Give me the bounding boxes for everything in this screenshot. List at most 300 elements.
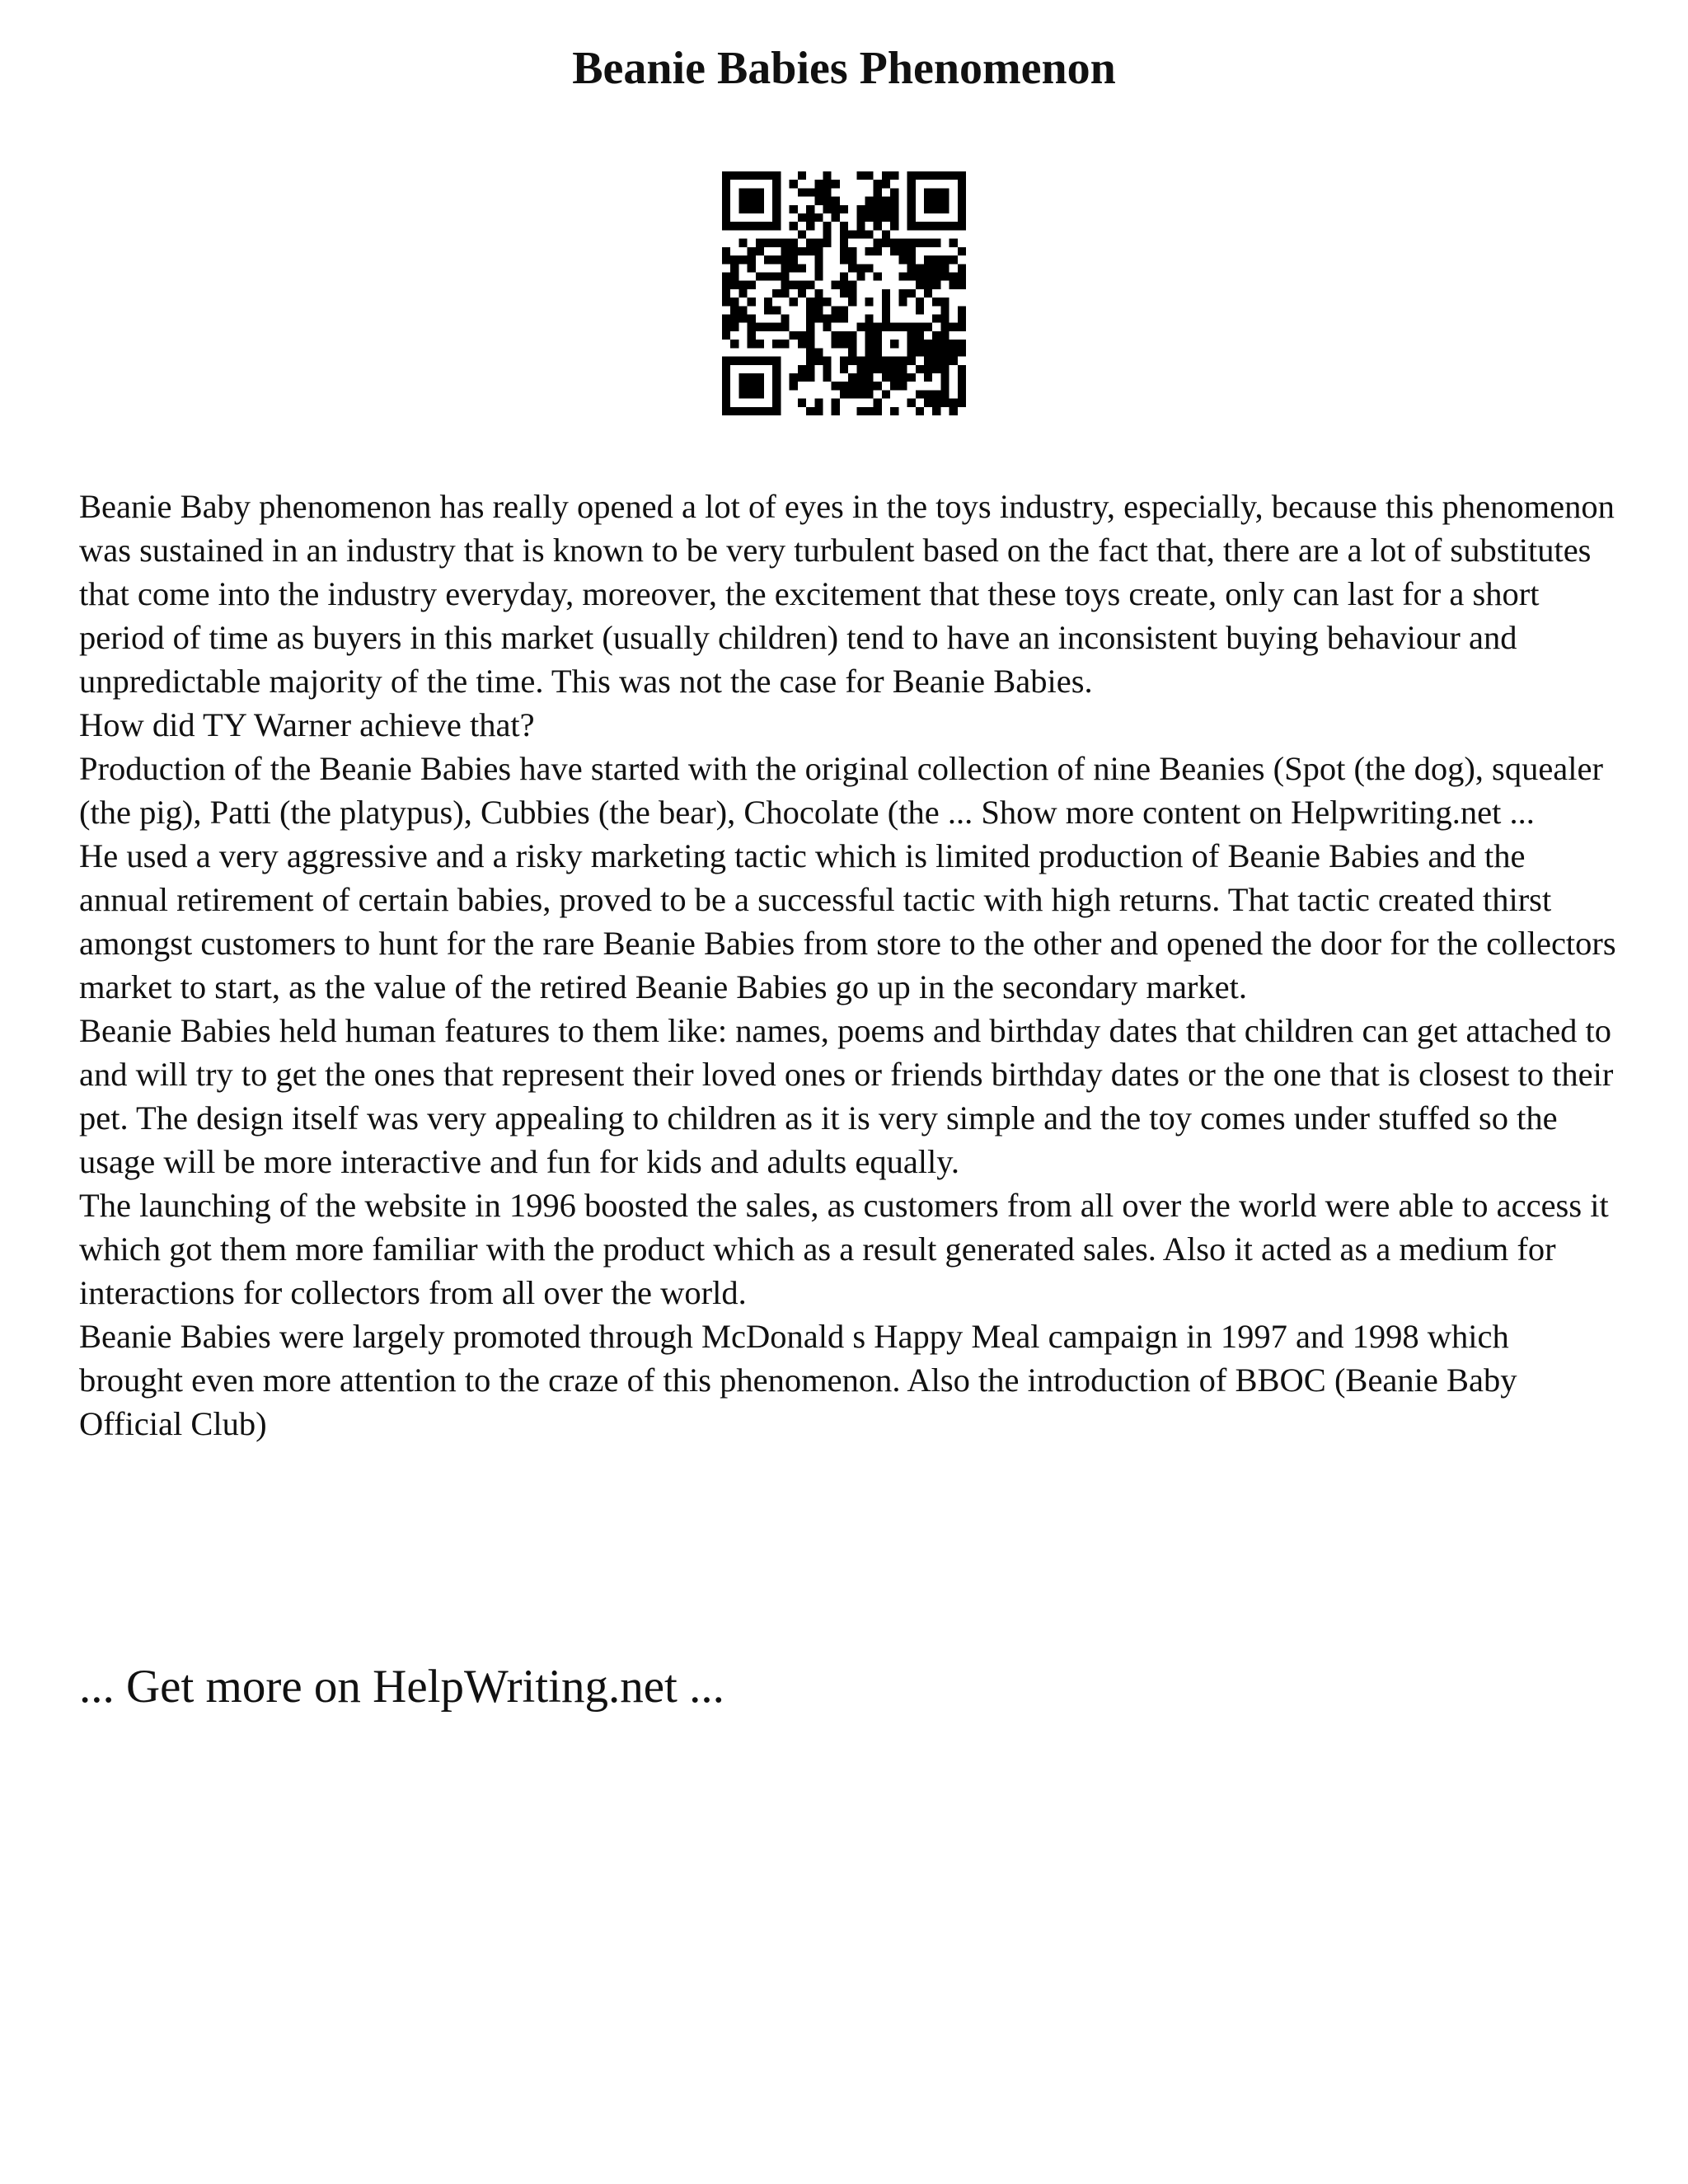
qr-module [848, 255, 856, 264]
qr-module [730, 298, 738, 306]
qr-module [856, 205, 865, 213]
qr-module [924, 197, 932, 205]
qr-module [832, 306, 840, 314]
qr-module [940, 298, 949, 306]
qr-module [890, 171, 898, 180]
qr-module [932, 407, 940, 415]
qr-module [958, 205, 966, 213]
qr-module [832, 180, 840, 188]
qr-module [958, 264, 966, 272]
qr-module [840, 272, 848, 280]
qr-module [898, 357, 907, 365]
qr-module [907, 323, 916, 331]
qr-module [823, 197, 831, 205]
qr-module [748, 197, 756, 205]
qr-module [924, 399, 932, 407]
qr-module [814, 357, 823, 365]
qr-module [932, 272, 940, 280]
qr-module [916, 222, 924, 230]
qr-module [823, 180, 831, 188]
qr-module [950, 407, 958, 415]
qr-module [756, 171, 764, 180]
qr-module [738, 306, 747, 314]
qr-module [907, 357, 916, 365]
qr-module [722, 331, 730, 340]
qr-module [907, 180, 916, 188]
qr-module [907, 348, 916, 356]
qr-module [738, 390, 747, 398]
qr-module [940, 390, 949, 398]
qr-module [840, 222, 848, 230]
qr-module [748, 382, 756, 390]
qr-module [840, 281, 848, 289]
qr-module [790, 239, 798, 247]
qr-module [823, 315, 831, 323]
qr-module [722, 399, 730, 407]
qr-module [916, 171, 924, 180]
qr-module [874, 213, 882, 222]
qr-module [950, 222, 958, 230]
page-title: Beanie Babies Phenomenon [572, 43, 1116, 94]
qr-module [848, 281, 856, 289]
qr-module [958, 247, 966, 255]
qr-module [924, 357, 932, 365]
qr-module [890, 357, 898, 365]
qr-module [958, 222, 966, 230]
qr-module [806, 340, 814, 348]
qr-module [764, 255, 772, 264]
qr-module [882, 180, 890, 188]
qr-module [730, 171, 738, 180]
qr-module [958, 390, 966, 398]
qr-module [790, 180, 798, 188]
qr-module [865, 348, 874, 356]
qr-module [756, 373, 764, 382]
qr-module [772, 239, 781, 247]
qr-module [940, 222, 949, 230]
qr-module [806, 407, 814, 415]
qr-module [856, 365, 865, 373]
qr-module [898, 373, 907, 382]
qr-module [832, 197, 840, 205]
qr-module [722, 365, 730, 373]
qr-module [748, 264, 756, 272]
qr-module [756, 272, 764, 280]
qr-module [823, 222, 831, 230]
qr-module [748, 247, 756, 255]
qr-module [823, 188, 831, 196]
qr-module [798, 188, 806, 196]
qr-module [814, 264, 823, 272]
qr-module [806, 188, 814, 196]
qr-module [882, 289, 890, 298]
qr-module [806, 213, 814, 222]
qr-module [806, 331, 814, 340]
qr-module [814, 197, 823, 205]
qr-module [882, 365, 890, 373]
qr-module [748, 331, 756, 340]
qr-module [823, 205, 831, 213]
qr-module [874, 197, 882, 205]
qr-module [772, 205, 781, 213]
qr-module [756, 407, 764, 415]
qr-module [907, 399, 916, 407]
qr-module [730, 357, 738, 365]
qr-module [898, 382, 907, 390]
qr-module [806, 222, 814, 230]
qr-module [932, 264, 940, 272]
qr-module [772, 213, 781, 222]
qr-module [916, 272, 924, 280]
qr-module [840, 315, 848, 323]
qr-module [806, 239, 814, 247]
qr-module [882, 323, 890, 331]
qr-module [907, 197, 916, 205]
qr-module [890, 323, 898, 331]
qr-module [940, 171, 949, 180]
qr-module [730, 255, 738, 264]
qr-code-graphic [722, 171, 966, 415]
qr-module [832, 340, 840, 348]
qr-module [848, 247, 856, 255]
qr-module [756, 239, 764, 247]
qr-module [940, 272, 949, 280]
paragraph-marketing: He used a very aggressive and a risky marketing tactic which is limited production of Beanie Babies and the annual retirement of certain babies, proved to be a successful tactic with high returns. That tactic created thirst amongst customers to hunt for the rare Beanie Babies from store to the other and opened the door for the collectors market to start, as the value of the retired Beanie Babies go up in the secondary market. [79, 837, 1616, 1005]
qr-module [748, 255, 756, 264]
qr-module [840, 382, 848, 390]
qr-module [840, 247, 848, 255]
paragraph-intro: Beanie Baby phenomenon has really opened a lot of eyes in the toys industry, especially, because this phenomenon was sustained in an industry that is known to be very turbulent based on the fact that, there are a lot of substitutes that come into the industry everyday, moreover, the excitement that these toys create, only can last for a short period of time as buyers in this market (usually children) tend to have an inconsistent buying behaviour and unpredictable majority of the time. This was not the case for Beanie Babies. [79, 488, 1615, 700]
qr-module [940, 357, 949, 365]
qr-module [798, 264, 806, 272]
qr-module [790, 247, 798, 255]
qr-module [882, 197, 890, 205]
qr-module [874, 247, 882, 255]
qr-module [756, 357, 764, 365]
qr-module [890, 197, 898, 205]
qr-module [738, 188, 747, 196]
qr-module [907, 205, 916, 213]
qr-module [924, 348, 932, 356]
article-body [79, 485, 1620, 1446]
qr-module [748, 188, 756, 196]
qr-module [856, 213, 865, 222]
qr-module [890, 247, 898, 255]
qr-module [730, 281, 738, 289]
qr-module [790, 222, 798, 230]
qr-module [832, 281, 840, 289]
qr-module [764, 407, 772, 415]
qr-module [823, 357, 831, 365]
qr-module [924, 365, 932, 373]
qr-module [748, 281, 756, 289]
qr-module [748, 205, 756, 213]
qr-module [738, 222, 747, 230]
qr-module [916, 281, 924, 289]
qr-module [848, 230, 856, 238]
qr-module [772, 399, 781, 407]
qr-module [738, 205, 747, 213]
qr-module [950, 281, 958, 289]
qr-module [730, 222, 738, 230]
qr-module [907, 188, 916, 196]
qr-module [932, 281, 940, 289]
qr-module [924, 205, 932, 213]
qr-module [756, 188, 764, 196]
qr-module [932, 222, 940, 230]
qr-module [748, 373, 756, 382]
qr-module [722, 255, 730, 264]
qr-module [907, 373, 916, 382]
qr-module [722, 289, 730, 298]
qr-module [865, 323, 874, 331]
qr-module [823, 298, 831, 306]
paragraph-promotion: Beanie Babies were largely promoted through McDonald s Happy Meal campaign in 1997 and 1998 which brought even more attention to the craze of this phenomenon. Also the introduction of BBOC (Beanie Baby Official Club) [79, 1318, 1517, 1442]
qr-module [840, 365, 848, 373]
qr-module [738, 239, 747, 247]
qr-module [890, 365, 898, 373]
qr-module [874, 331, 882, 340]
paragraph-production: Production of the Beanie Babies have started with the original collection of nine Beanies (Spot (the dog), squealer (the pig), Patti (the platypus), Cubbies (the bear), Chocolate (the ... Show more content on Helpwriting.net ... [79, 750, 1603, 831]
qr-module [814, 298, 823, 306]
qr-module [772, 180, 781, 188]
paragraph-features: Beanie Babies held human features to them like: names, poems and birthday dates that children can get attached to and will try to get the ones that represent their loved ones or friends birthday dates or the one that is closest to their pet. The design itself was very appealing to children as it is very simple and the toy comes under stuffed so the usage will be more interactive and fun for kids and adults equally. [79, 1012, 1614, 1180]
qr-module [738, 315, 747, 323]
qr-module [924, 390, 932, 398]
qr-module [748, 298, 756, 306]
qr-module [798, 171, 806, 180]
qr-module [882, 357, 890, 365]
qr-module [764, 306, 772, 314]
qr-module [924, 340, 932, 348]
qr-module [940, 331, 949, 340]
qr-module [874, 407, 882, 415]
qr-module [764, 323, 772, 331]
qr-module [865, 230, 874, 238]
qr-module [764, 298, 772, 306]
qr-module [924, 171, 932, 180]
qr-module [748, 315, 756, 323]
qr-module [730, 306, 738, 314]
qr-module [865, 390, 874, 398]
qr-module [764, 239, 772, 247]
qr-module [756, 247, 764, 255]
qr-module [932, 340, 940, 348]
qr-module [823, 323, 831, 331]
qr-module [890, 340, 898, 348]
qr-module [958, 340, 966, 348]
qr-module [907, 239, 916, 247]
qr-module [916, 323, 924, 331]
qr-module [840, 306, 848, 314]
qr-module [932, 331, 940, 340]
qr-module [806, 323, 814, 331]
qr-module [856, 373, 865, 382]
qr-module [916, 306, 924, 314]
qr-module [874, 222, 882, 230]
qr-module [932, 298, 940, 306]
qr-module [865, 315, 874, 323]
qr-module [832, 407, 840, 415]
qr-module [832, 205, 840, 213]
qr-module [806, 205, 814, 213]
qr-module [924, 222, 932, 230]
qr-module [832, 399, 840, 407]
qr-module [722, 272, 730, 280]
qr-module [764, 272, 772, 280]
qr-module [823, 239, 831, 247]
qr-module [916, 348, 924, 356]
qr-module [856, 264, 865, 272]
qr-module [806, 365, 814, 373]
qr-module [814, 255, 823, 264]
qr-module [882, 213, 890, 222]
qr-module [832, 315, 840, 323]
qr-module [940, 365, 949, 373]
qr-module [848, 340, 856, 348]
qr-module [772, 197, 781, 205]
qr-module [722, 390, 730, 398]
qr-module [924, 255, 932, 264]
qr-module [764, 222, 772, 230]
qr-module [958, 382, 966, 390]
qr-module [840, 390, 848, 398]
qr-module [865, 197, 874, 205]
qr-module [781, 247, 789, 255]
qr-module [798, 340, 806, 348]
qr-module [874, 239, 882, 247]
qr-module [738, 373, 747, 382]
qr-module [772, 407, 781, 415]
qr-module [874, 205, 882, 213]
qr-module [798, 281, 806, 289]
qr-module [940, 340, 949, 348]
qr-module [856, 407, 865, 415]
get-more-link[interactable]: ... Get more on HelpWriting.net ... [79, 1661, 724, 1713]
qr-module [907, 331, 916, 340]
qr-module [848, 289, 856, 298]
qr-module [940, 315, 949, 323]
qr-module [882, 171, 890, 180]
qr-module [722, 205, 730, 213]
qr-module [950, 357, 958, 365]
qr-module [916, 407, 924, 415]
qr-module [940, 373, 949, 382]
qr-module [790, 382, 798, 390]
qr-module [865, 298, 874, 306]
qr-module [772, 357, 781, 365]
qr-module [772, 272, 781, 280]
qr-module [814, 247, 823, 255]
qr-module [756, 222, 764, 230]
qr-module [798, 373, 806, 382]
qr-module [848, 382, 856, 390]
qr-module [882, 298, 890, 306]
qr-module [890, 382, 898, 390]
qr-module [898, 365, 907, 373]
qr-module [856, 222, 865, 230]
qr-module [856, 171, 865, 180]
qr-module [898, 323, 907, 331]
qr-module [790, 205, 798, 213]
qr-module [756, 390, 764, 398]
qr-module [940, 264, 949, 272]
qr-module [772, 289, 781, 298]
qr-module [772, 323, 781, 331]
qr-module [730, 340, 738, 348]
qr-module [940, 255, 949, 264]
qr-module [772, 390, 781, 398]
qr-module [882, 239, 890, 247]
qr-module [940, 188, 949, 196]
qr-module [823, 171, 831, 180]
qr-module [958, 171, 966, 180]
qr-module [874, 323, 882, 331]
qr-module [781, 340, 789, 348]
qr-module [848, 390, 856, 398]
qr-module [772, 255, 781, 264]
qr-module [840, 230, 848, 238]
qr-module [940, 323, 949, 331]
qr-module [898, 247, 907, 255]
qr-module [806, 357, 814, 365]
qr-module [722, 323, 730, 331]
qr-module [958, 373, 966, 382]
qr-module [907, 171, 916, 180]
qr-module [890, 205, 898, 213]
qr-module [730, 323, 738, 331]
qr-module [798, 230, 806, 238]
qr-module [958, 365, 966, 373]
qr-module [950, 399, 958, 407]
qr-module [865, 340, 874, 348]
qr-module [882, 230, 890, 238]
qr-module [898, 298, 907, 306]
qr-module [781, 264, 789, 272]
qr-module [814, 239, 823, 247]
qr-module [781, 315, 789, 323]
qr-module [958, 399, 966, 407]
qr-module [907, 289, 916, 298]
qr-module [874, 180, 882, 188]
qr-module [865, 373, 874, 382]
qr-module [781, 323, 789, 331]
qr-module [814, 272, 823, 280]
qr-module [806, 247, 814, 255]
qr-module [840, 205, 848, 213]
qr-module [958, 323, 966, 331]
paragraph-website: The launching of the website in 1996 boosted the sales, as customers from all over the world were able to access it which got them more familiar with the product which as a result generated sales. Also it acted as a medium for interactions for collectors from all over the world. [79, 1187, 1609, 1311]
qr-module [907, 272, 916, 280]
qr-module [865, 357, 874, 365]
qr-module [924, 281, 932, 289]
qr-module [738, 289, 747, 298]
qr-module [823, 365, 831, 373]
qr-module [798, 399, 806, 407]
qr-module [958, 348, 966, 356]
qr-module [730, 407, 738, 415]
qr-module [882, 373, 890, 382]
qr-module [865, 264, 874, 272]
qr-module [790, 298, 798, 306]
qr-module [823, 230, 831, 238]
qr-module [958, 180, 966, 188]
qr-module [781, 255, 789, 264]
qr-module [907, 264, 916, 272]
qr-module [958, 306, 966, 314]
qr-module [722, 407, 730, 415]
qr-module [722, 213, 730, 222]
